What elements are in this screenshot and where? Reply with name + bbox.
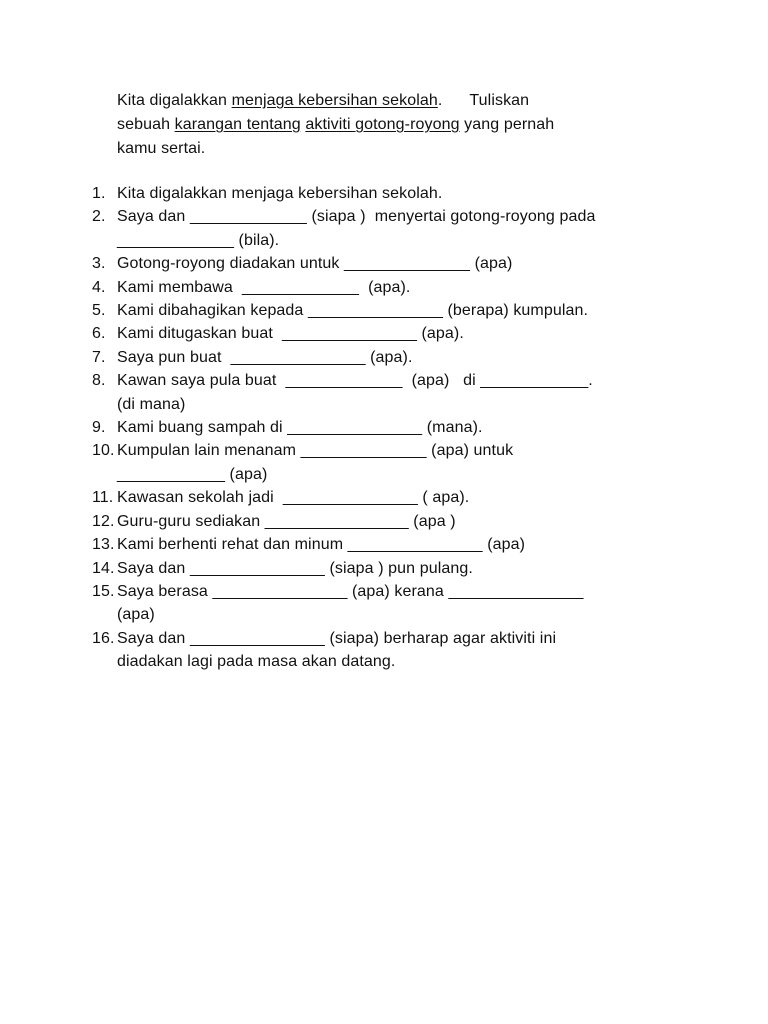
underlined-activity: aktiviti gotong-royong xyxy=(305,116,460,133)
item-text-line: ____________ (apa) xyxy=(117,465,268,483)
item-number: 6. xyxy=(92,325,106,343)
item-text-line: Saya dan _______________ (siapa ) pun pulang. xyxy=(117,559,473,577)
item-text-line: Kami membawa _____________ (apa). xyxy=(117,278,411,296)
item-number: 11. xyxy=(92,489,114,507)
list-item xyxy=(92,322,652,345)
item-text-line: (di mana) xyxy=(117,395,186,413)
list-item xyxy=(92,205,652,252)
item-text-line: Gotong-royong diadakan untuk ______________ (apa) xyxy=(117,255,513,273)
list-item xyxy=(92,580,652,627)
item-text-line: diadakan lagi pada masa akan datang. xyxy=(117,653,396,671)
item-number: 16. xyxy=(92,629,115,647)
list-item xyxy=(92,557,652,580)
list-item xyxy=(92,346,652,369)
item-text-line: _____________ (bila). xyxy=(117,231,280,249)
item-number: 3. xyxy=(92,255,106,273)
list-item xyxy=(92,299,652,322)
list-item xyxy=(92,276,652,299)
item-number: 4. xyxy=(92,278,106,296)
item-text-line: Kumpulan lain menanam ______________ (apa) untuk xyxy=(117,442,514,460)
list-item xyxy=(92,252,652,275)
list-item xyxy=(92,416,652,439)
instruction-line-2: sebuah karangan tentang aktiviti gotong-royong yang pernah xyxy=(117,116,555,133)
item-number: 14. xyxy=(92,559,115,577)
item-number: 13. xyxy=(92,536,115,554)
list-item xyxy=(92,439,652,486)
item-text-line: Guru-guru sediakan ________________ (apa ) xyxy=(117,512,456,530)
question-list xyxy=(92,182,652,674)
item-text-line: Saya pun buat _______________ (apa). xyxy=(117,348,413,366)
item-number: 1. xyxy=(92,185,106,202)
item-number: 8. xyxy=(92,372,106,390)
item-number: 9. xyxy=(92,419,106,437)
instruction-line-3: kamu sertai. xyxy=(117,140,206,157)
item-text-line: Kita digalakkan menjaga kebersihan sekolah. xyxy=(117,185,443,202)
list-item xyxy=(92,369,652,416)
list-item xyxy=(92,182,652,205)
underlined-essay: karangan tentang xyxy=(174,116,301,133)
list-item xyxy=(92,486,652,509)
instruction-paragraph xyxy=(117,89,637,161)
item-number: 7. xyxy=(92,348,106,366)
list-item xyxy=(92,510,652,533)
item-text-line: Kami dibahagikan kepada _______________ (berapa) kumpulan. xyxy=(117,302,589,320)
item-number: 10. xyxy=(92,442,115,460)
item-text-line: Kami berhenti rehat dan minum _______________ (apa) xyxy=(117,536,526,554)
item-number: 2. xyxy=(92,208,106,226)
item-number: 5. xyxy=(92,302,106,320)
item-text-line: Saya dan _______________ (siapa) berharap agar aktiviti ini xyxy=(117,629,557,647)
item-text-line: Saya berasa _______________ (apa) kerana _______________ xyxy=(117,582,584,600)
item-text-line: Saya dan _____________ (siapa ) menyertai gotong-royong pada xyxy=(117,208,596,226)
underlined-topic: menjaga kebersihan sekolah xyxy=(231,92,438,109)
item-text-line: Kami buang sampah di _______________ (mana). xyxy=(117,419,483,437)
item-text-line: (apa) xyxy=(117,606,155,624)
item-number: 15. xyxy=(92,582,115,600)
list-item xyxy=(92,627,652,674)
item-number: 12. xyxy=(92,512,115,530)
list-item xyxy=(92,533,652,556)
item-text-line: Kawasan sekolah jadi _______________ ( apa). xyxy=(117,489,470,507)
instruction-line-1: Kita digalakkan menjaga kebersihan sekolah. Tuliskan xyxy=(117,92,530,109)
item-text-line: Kami ditugaskan buat _______________ (apa). xyxy=(117,325,464,343)
item-text-line: Kawan saya pula buat _____________ (apa) di ____________. xyxy=(117,372,593,390)
